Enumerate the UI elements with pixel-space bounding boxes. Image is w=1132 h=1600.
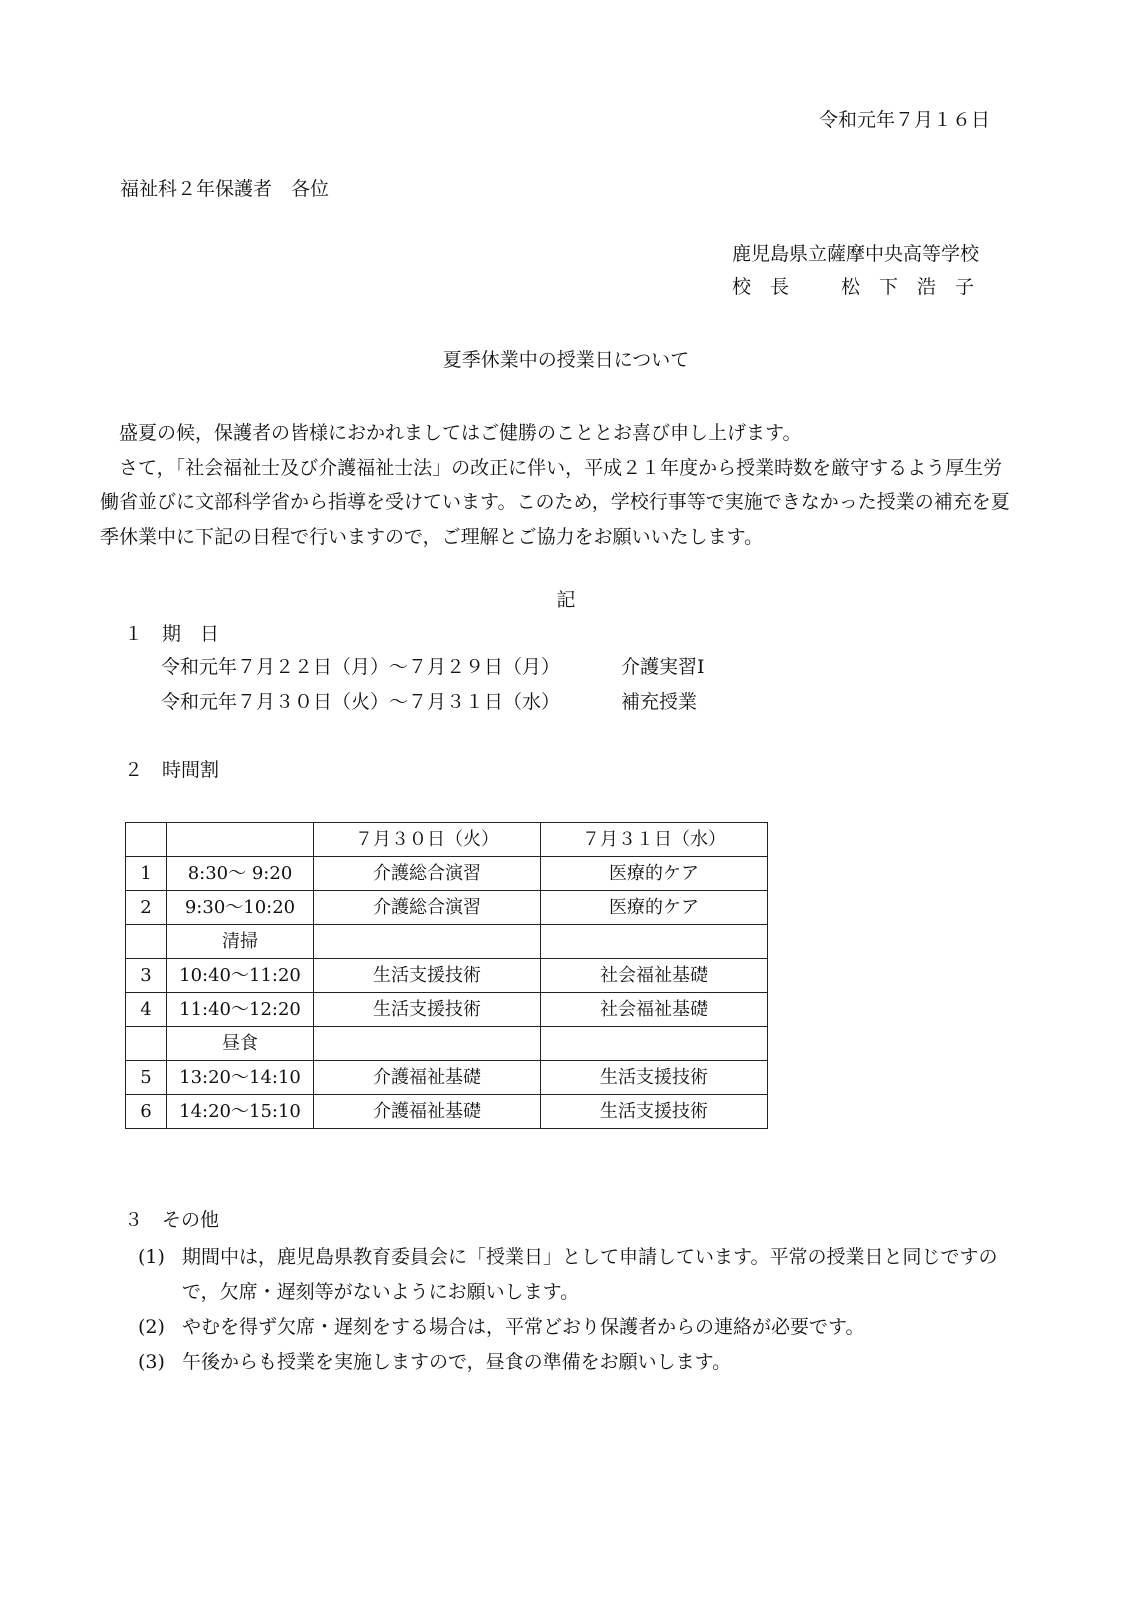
period-cell: 4 bbox=[126, 993, 167, 1027]
subject-cell: 社会福祉基礎 bbox=[541, 993, 768, 1027]
subject-cell: 介護総合演習 bbox=[314, 857, 541, 891]
principal bbox=[732, 278, 979, 297]
subject-cell bbox=[541, 1027, 768, 1061]
time-cell: 昼食 bbox=[167, 1027, 314, 1061]
table-header-row bbox=[126, 823, 768, 857]
period-cell: 6 bbox=[126, 1095, 167, 1129]
item-number: (3) bbox=[138, 1351, 165, 1373]
subject-cell: 社会福祉基礎 bbox=[541, 959, 768, 993]
table-row bbox=[126, 993, 768, 1027]
time-cell: 11:40～12:20 bbox=[167, 993, 314, 1027]
subject-cell bbox=[314, 1027, 541, 1061]
time-cell: 13:20～14:10 bbox=[167, 1061, 314, 1095]
item-number: (1) bbox=[138, 1246, 165, 1268]
subject-cell: 介護福祉基礎 bbox=[314, 1061, 541, 1095]
item-number: (2) bbox=[138, 1316, 165, 1338]
period-cell: 1 bbox=[126, 857, 167, 891]
table-header-cell bbox=[126, 823, 167, 857]
subject-cell: 生活支援技術 bbox=[314, 993, 541, 1027]
date-range: 令和元年７月３０日（火）～７月３１日（水） bbox=[161, 691, 561, 713]
table-header-cell: ７月３１日（水） bbox=[541, 823, 768, 857]
table-row bbox=[126, 1061, 768, 1095]
period-cell bbox=[126, 925, 167, 959]
list-item bbox=[138, 1240, 1018, 1310]
dates-list bbox=[161, 658, 705, 728]
table-row bbox=[126, 857, 768, 891]
time-cell: 清掃 bbox=[167, 925, 314, 959]
table-row bbox=[126, 959, 768, 993]
issuer-block bbox=[732, 245, 979, 311]
time-cell: 8:30～ 9:20 bbox=[167, 857, 314, 891]
period-cell bbox=[126, 1027, 167, 1061]
item-text: 午後からも授業を実施しますので，昼食の準備をお願いします。 bbox=[182, 1351, 732, 1373]
subject-cell bbox=[314, 925, 541, 959]
subject-cell: 介護総合演習 bbox=[314, 891, 541, 925]
subject-cell: 生活支援技術 bbox=[314, 959, 541, 993]
period-cell: 2 bbox=[126, 891, 167, 925]
date-row bbox=[161, 658, 705, 693]
table-header-cell: ７月３０日（火） bbox=[314, 823, 541, 857]
greeting-paragraph: 盛夏の候，保護者の皆様におかれましてはご健勝のこととお喜び申し上げます。 bbox=[119, 422, 802, 444]
principal-name: 松 下 浩 子 bbox=[841, 276, 975, 298]
school-name: 鹿児島県立薩摩中央高等学校 bbox=[732, 243, 980, 265]
date-range: 令和元年７月２２日（月）～７月２９日（月） bbox=[161, 656, 561, 678]
table-row bbox=[126, 925, 768, 959]
table-row bbox=[126, 1095, 768, 1129]
document-title: 夏季休業中の授業日について bbox=[442, 349, 690, 371]
list-item bbox=[138, 1310, 1018, 1345]
item-text: 期間中は，鹿児島県教育委員会に「授業日」として申請しています。平常の授業日と同じですので，欠席・遅刻等がないようにお願いします。 bbox=[182, 1246, 998, 1303]
ki-marker: 記 bbox=[556, 589, 576, 611]
document-date: 令和元年７月１６日 bbox=[818, 109, 990, 131]
subject-cell bbox=[541, 925, 768, 959]
section-timetable-heading: ２ 時間割 bbox=[124, 759, 220, 781]
section-others-heading: ３ その他 bbox=[124, 1209, 220, 1231]
item-text: やむを得ず欠席・遅刻をする場合は，平常どおり保護者からの連絡が必要です。 bbox=[182, 1316, 865, 1338]
subject-cell: 生活支援技術 bbox=[541, 1061, 768, 1095]
subject-cell: 医療的ケア bbox=[541, 857, 768, 891]
date-row bbox=[161, 693, 705, 728]
period-cell: 5 bbox=[126, 1061, 167, 1095]
subject-cell: 生活支援技術 bbox=[541, 1095, 768, 1129]
time-cell: 10:40～11:20 bbox=[167, 959, 314, 993]
body-text bbox=[100, 416, 1015, 554]
table-header-cell bbox=[167, 823, 314, 857]
table-row bbox=[126, 1027, 768, 1061]
section-dates-heading: １ 期 日 bbox=[124, 623, 220, 645]
subject-cell: 医療的ケア bbox=[541, 891, 768, 925]
time-cell: 9:30～10:20 bbox=[167, 891, 314, 925]
subject-cell: 介護福祉基礎 bbox=[314, 1095, 541, 1129]
time-cell: 14:20～15:10 bbox=[167, 1095, 314, 1129]
principal-title: 校 長 bbox=[732, 276, 790, 298]
timetable bbox=[125, 822, 768, 1129]
main-paragraph: さて，「社会福祉士及び介護福祉士法」の改正に伴い，平成２１年度から授業時数を厳守するよう厚生労働省並びに文部科学省から指導を受けています。このため，学校行事等で実施できなかった授業の補充を夏季休業中に下記の日程で行いますので，ご理解とご協力をお願いいたします。 bbox=[100, 456, 1010, 548]
period-cell: 3 bbox=[126, 959, 167, 993]
date-label: 補充授業 bbox=[621, 691, 698, 713]
others-list bbox=[138, 1240, 1018, 1380]
date-label: 介護実習Ⅰ bbox=[621, 656, 705, 678]
addressee: 福祉科２年保護者 各位 bbox=[120, 178, 330, 200]
table-row bbox=[126, 891, 768, 925]
list-item bbox=[138, 1345, 1018, 1380]
